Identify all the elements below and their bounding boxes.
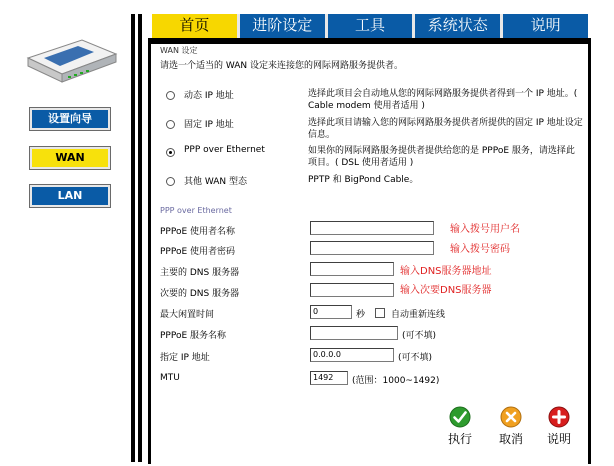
divider: [148, 44, 151, 464]
radio-description: 选择此项目请输入您的网际网路服务提供者所提供的固定 IP 地址设定信息。: [308, 118, 583, 140]
cancel-label: 取消: [498, 432, 523, 446]
dns2-input[interactable]: [310, 283, 394, 297]
dns2-label: 次要的 DNS 服务器: [160, 289, 240, 299]
tab-underline: [148, 38, 591, 44]
password-hint: 输入拨号密码: [450, 244, 510, 255]
radio-label: 固定 IP 地址: [184, 120, 234, 130]
tab-help[interactable]: 说明: [500, 14, 588, 38]
radio-dynamic-ip[interactable]: [166, 91, 175, 100]
username-hint: 输入拨号用户名: [450, 224, 520, 235]
username-input[interactable]: [310, 221, 434, 235]
auto-reconnect-label: 自动重新连线: [391, 310, 446, 320]
radio-description: PPTP 和 BigPond Cable。: [308, 175, 419, 185]
mtu-input[interactable]: 1492: [310, 371, 348, 385]
radio-pppoe[interactable]: [166, 148, 175, 157]
tab-tools[interactable]: 工具: [325, 14, 413, 38]
divider: [131, 14, 135, 462]
cancel-button[interactable]: [494, 406, 528, 447]
ip-address-input[interactable]: 0.0.0.0: [310, 348, 394, 362]
idle-time-unit: 秒: [356, 310, 366, 320]
cancel-x-icon: [500, 406, 522, 428]
help-label: 说明: [546, 432, 571, 446]
divider: [138, 14, 142, 462]
tab-bar: [152, 14, 588, 38]
service-name-note: (可不填): [402, 331, 437, 341]
idle-time-label: 最大闲置时间: [160, 310, 215, 320]
apply-button[interactable]: [443, 406, 477, 447]
left-panel: [4, 4, 138, 460]
tab-status[interactable]: 系统状态: [412, 14, 500, 38]
radio-label: 动态 IP 地址: [184, 91, 234, 101]
sidebar-item-wan[interactable]: WAN: [30, 147, 110, 169]
auto-reconnect-checkbox[interactable]: [375, 308, 385, 318]
section-description: 请选一个适当的 WAN 设定来连接您的网际网路服务提供者。: [160, 61, 404, 71]
radio-description: 选择此项目会自动地从您的网际网路服务提供者得到一个 IP 地址。( Cable modem 使用者适用 ): [308, 89, 578, 111]
section-title: WAN 设定: [160, 46, 198, 55]
dns1-input[interactable]: [310, 262, 394, 276]
plus-help-icon: [548, 406, 570, 428]
radio-label: 其他 WAN 型态: [184, 177, 248, 187]
checkmark-icon: [449, 406, 471, 428]
pppoe-section-title: PPP over Ethernet: [160, 206, 232, 215]
apply-label: 执行: [447, 432, 472, 446]
service-name-label: PPPoE 服务名称: [160, 331, 227, 341]
password-input[interactable]: [310, 241, 434, 255]
service-name-input[interactable]: [310, 326, 398, 340]
divider: [588, 44, 591, 464]
password-label: PPPoE 使用者密码: [160, 247, 236, 257]
dns2-hint: 输入次要DNS服务器: [400, 285, 492, 296]
dns1-hint: 输入DNS服务器地址: [400, 266, 492, 277]
tab-home[interactable]: 首页: [152, 14, 237, 38]
radio-static-ip[interactable]: [166, 120, 175, 129]
tab-advanced[interactable]: 进阶设定: [237, 14, 325, 38]
idle-time-input[interactable]: 0: [310, 305, 352, 319]
sidebar-item-lan[interactable]: LAN: [30, 185, 110, 207]
username-label: PPPoE 使用者名称: [160, 227, 236, 237]
mtu-label: MTU: [160, 373, 180, 383]
ip-address-label: 指定 IP 地址: [160, 353, 210, 363]
dns1-label: 主要的 DNS 服务器: [160, 268, 240, 278]
ip-address-note: (可不填): [398, 353, 433, 363]
router-device-image: [24, 36, 120, 86]
help-button[interactable]: [542, 406, 576, 447]
radio-other-wan[interactable]: [166, 177, 175, 186]
radio-description: 如果你的网际网路服务提供者提供给您的是 PPPoE 服务，请选择此项目。( DSL 使用者适用 ): [308, 146, 575, 168]
radio-label: PPP over Ethernet: [184, 145, 265, 155]
mtu-note: (范围：1000~1492): [352, 376, 440, 386]
sidebar-item-setup-wizard[interactable]: 设置向导: [30, 108, 110, 130]
